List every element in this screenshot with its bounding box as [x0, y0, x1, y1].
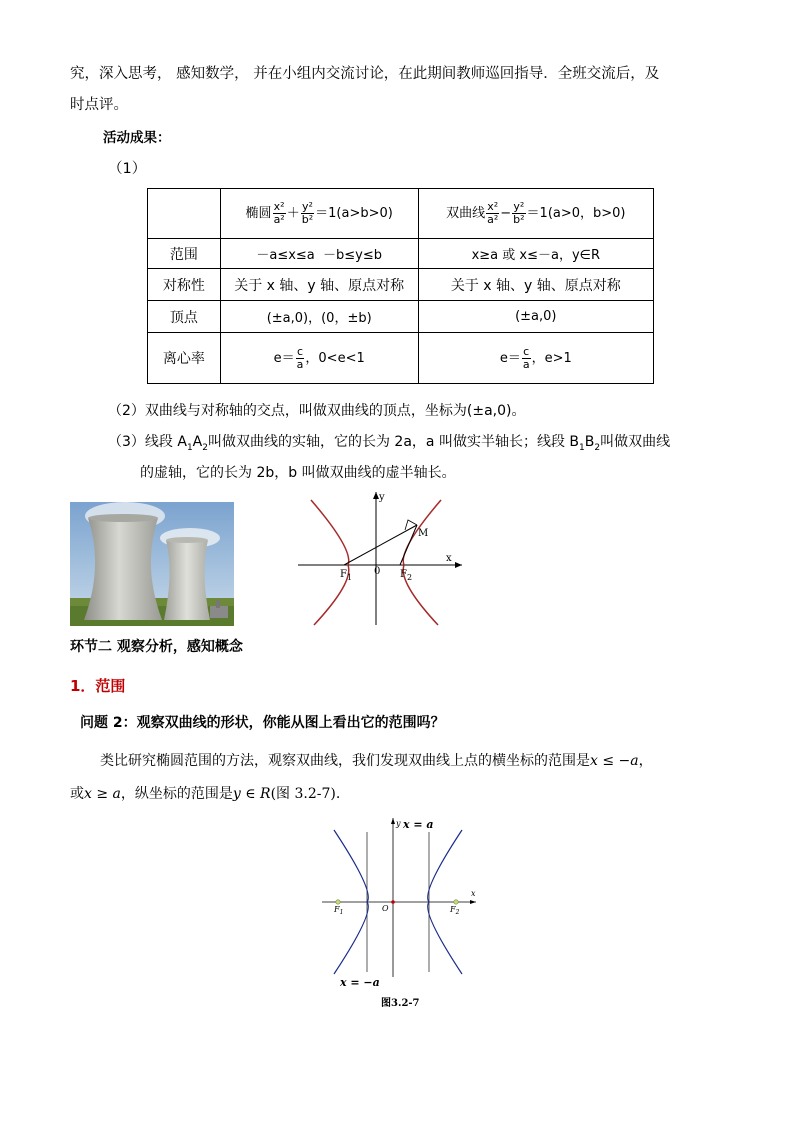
ellipse-cell: －a≤x≤a －b≤y≤b: [220, 239, 418, 269]
focal-radius-1: [344, 525, 417, 565]
fraction-den: b²: [513, 213, 525, 226]
results-heading: 活动成果：: [103, 130, 171, 146]
row-label: 离心率: [148, 333, 221, 384]
item-3-line-1: [108, 431, 670, 459]
cooling-tower-photo: [70, 502, 234, 626]
table-row: [148, 239, 654, 269]
item-2: （2）双曲线与对称轴的交点，叫做双曲线的顶点，坐标为(±a,0)。: [108, 403, 526, 419]
hyperbola-range-diagram: [320, 812, 480, 987]
ellipse-header: 椭圆 $\frac{\text{x²}}{\text{a²}}$ ＋ $\frac{\text{y²}}{\text{b²}}$ ＝1(a>b>0): [220, 189, 418, 239]
cooling-tower-illustration: [70, 502, 234, 626]
focus-f2-label: [449, 905, 460, 916]
f2-subscript: 2: [455, 909, 460, 916]
paragraph-line-2: [70, 783, 340, 805]
subscript: 1: [579, 442, 585, 453]
intro-line-1: 究，深入思考， 感知数学， 并在小组内交流讨论，在此期间教师巡回指导．全班交流后，及: [70, 66, 660, 82]
f1-subscript: 1: [339, 909, 344, 916]
table-row: [148, 301, 654, 333]
hyperbola-cell: (±a,0): [418, 301, 653, 333]
table-row: [148, 333, 654, 384]
hyperbola-suffix: ＝1(a>0，b>0): [526, 206, 626, 221]
math-inline: x ≤ −a: [590, 753, 639, 769]
label-x-equals-a: x = a: [403, 818, 434, 831]
f2-letter: F: [400, 569, 407, 580]
hyperbola-x-fraction: [486, 201, 499, 226]
subscript: 2: [202, 442, 208, 453]
text-run: ，: [638, 753, 653, 769]
x-axis-arrow-icon: [470, 900, 476, 904]
fraction-num: x²: [273, 200, 285, 213]
text-run: （3）线段 A: [108, 434, 187, 450]
ellipse-y-fraction: [301, 201, 314, 226]
ellipse-prefix: 椭圆: [245, 206, 272, 221]
origin-label: O: [382, 904, 389, 913]
fraction-den: a: [522, 357, 530, 371]
y-label: y: [396, 819, 401, 828]
subscript: 2: [594, 442, 601, 453]
f1-letter: F: [340, 569, 347, 580]
ecc-prefix: e＝: [273, 350, 295, 366]
focus-f1-label: [333, 905, 343, 916]
origin-label: 0: [374, 566, 381, 577]
fraction-den: a: [296, 357, 304, 371]
subscript: 1: [186, 442, 193, 453]
f1-subscript: 1: [346, 573, 353, 582]
f2-letter: F: [450, 905, 456, 914]
ellipse-cell: 关于 x 轴、y 轴、原点对称: [220, 269, 418, 301]
hyperbola-left-branch: [311, 500, 349, 625]
fraction-num: y²: [513, 200, 525, 213]
row-label: 范围: [148, 239, 221, 269]
x-label: x: [446, 553, 452, 564]
item-1-label: （1）: [108, 161, 147, 177]
row-label: 对称性: [148, 269, 221, 301]
hyperbola-prefix: 双曲线: [446, 206, 486, 221]
x-axis-arrow-icon: [455, 562, 462, 568]
fraction-den: b²: [301, 213, 314, 226]
text-run: 叫做双曲线的实轴，它的长为 2a，a 叫做实半轴长；线段 B: [207, 434, 580, 450]
question-2: 问题 2：观察双曲线的形状，你能从图上看出它的范围吗？: [80, 715, 445, 731]
focus-f1-point: [336, 900, 340, 904]
text-run: A: [192, 434, 203, 450]
hyperbola-right-branch: [403, 500, 441, 625]
label-x-equals-minus-a: x = −a: [340, 976, 380, 987]
hyperbola-focal-diagram: [296, 490, 466, 630]
text-run: (图 3.2-7).: [270, 786, 341, 802]
hyperbola-y-fraction: [512, 201, 525, 226]
ecc-fraction: [522, 346, 531, 371]
fraction-num: c: [523, 344, 530, 358]
ellipse-x-fraction: [273, 201, 286, 226]
fraction-num: c: [297, 344, 304, 358]
table-header-row: [148, 189, 654, 239]
ecc-prefix: e＝: [499, 350, 521, 366]
table-row: [148, 269, 654, 301]
text-run: 或: [70, 786, 84, 802]
focus-f1-label: [340, 569, 352, 582]
range-heading: 1．范围: [70, 677, 126, 695]
origin-point: [391, 900, 395, 904]
point-m-label: M: [418, 528, 429, 539]
figure-caption: 图3.2-7: [381, 998, 420, 1009]
ellipse-suffix: ＝1(a>b>0): [315, 206, 393, 221]
comparison-table: [147, 188, 654, 384]
focal-radius-2: [400, 525, 417, 565]
intro-line-2: 时点评。: [70, 97, 128, 113]
ecc-suffix: ，0<e<1: [305, 350, 365, 366]
fraction-num: x²: [487, 200, 499, 213]
item-3-line-2: 的虚轴，它的长为 2b，b 叫做双曲线的虚半轴长。: [140, 465, 456, 481]
paragraph-line-1: [100, 750, 653, 772]
ellipse-cell: [220, 333, 418, 384]
text-run: ，纵坐标的范围是: [120, 786, 233, 802]
table-corner-cell: [148, 189, 221, 239]
text-run: B: [584, 434, 595, 450]
x-label: x: [471, 889, 476, 898]
text-run: 类比研究椭圆范围的方法，观察双曲线，我们发现双曲线上点的横坐标的范围是: [100, 753, 590, 769]
section-2-title: 环节二 观察分析，感知概念: [70, 639, 243, 655]
fraction-num: y²: [301, 200, 313, 213]
focus-f2-point: [454, 900, 458, 904]
ellipse-cell: (±a,0)，(0，±b): [220, 301, 418, 333]
focus-f2-label: [400, 569, 412, 582]
text-run: 叫做双曲线: [600, 434, 671, 450]
fraction-den: a²: [487, 213, 499, 226]
y-axis-arrow-icon: [391, 818, 395, 824]
fraction-den: a²: [273, 213, 285, 226]
math-inline: y ∈ R: [232, 786, 271, 802]
f2-subscript: 2: [406, 573, 413, 582]
hyperbola-cell: [418, 333, 653, 384]
row-label: 顶点: [148, 301, 221, 333]
math-inline: x ≥ a: [84, 786, 121, 802]
hyperbola-cell: 关于 x 轴、y 轴、原点对称: [418, 269, 653, 301]
f1-letter: F: [334, 905, 340, 914]
ecc-fraction: [296, 346, 305, 371]
hyperbola-cell: x≥a 或 x≤－a，y∈R: [418, 239, 653, 269]
ecc-suffix: ，e>1: [531, 350, 572, 366]
hyperbola-header: 双曲线 $\frac{\text{x²}}{\text{a²}}$ − $\frac{\text{y²}}{\text{b²}}$ ＝1(a>0，b>0): [418, 189, 653, 239]
y-label: y: [379, 492, 385, 503]
